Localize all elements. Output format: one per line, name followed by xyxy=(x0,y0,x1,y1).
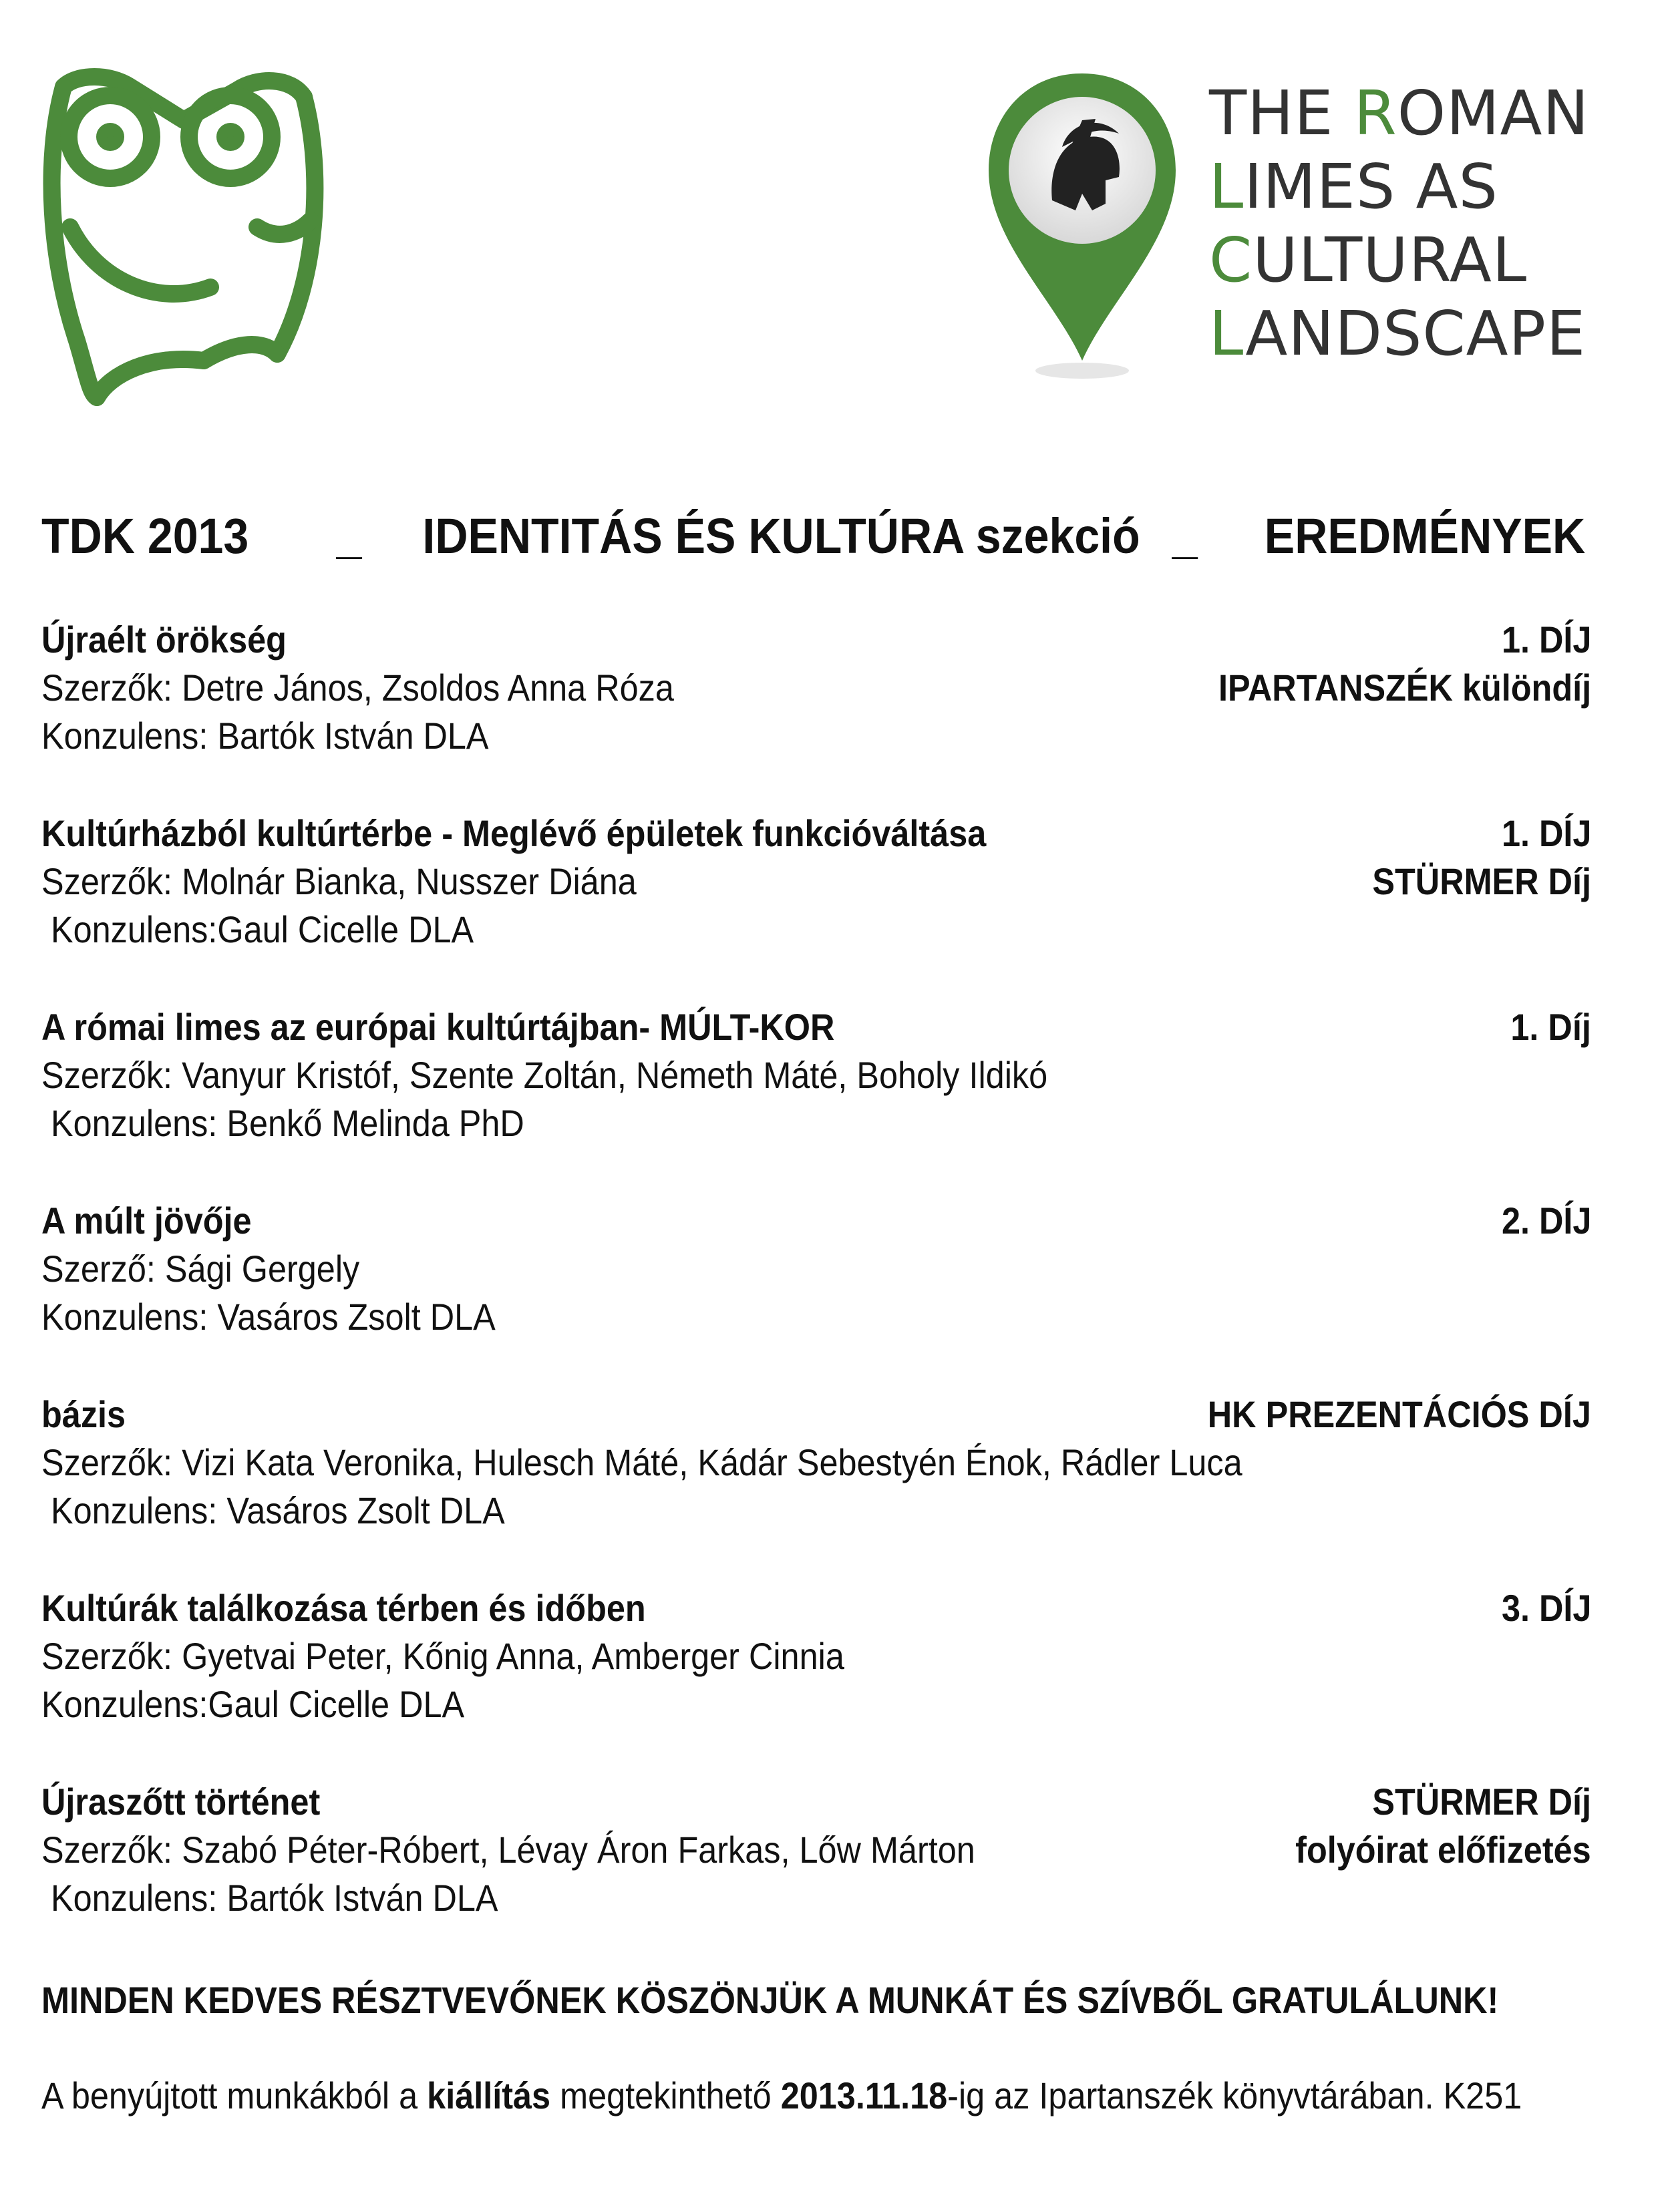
entry-consultant: Konzulens: Bartók István DLA xyxy=(41,715,489,757)
result-entry xyxy=(41,1586,1591,1740)
entry-award: 3. DÍJ xyxy=(1501,1587,1591,1629)
entry-title: Kultúrházból kultúrtérbe - Meglévő épületek funkcióváltása xyxy=(41,812,987,854)
result-entry xyxy=(41,811,1591,965)
entry-award: 1. DÍJ xyxy=(1501,812,1591,854)
entry-award: 1. DÍJ xyxy=(1501,618,1591,661)
entry-title: Újraélt örökség xyxy=(41,618,287,661)
result-entry xyxy=(41,1005,1591,1159)
entry-title: A római limes az európai kultúrtájban- MÚLT-KOR xyxy=(41,1006,835,1048)
entry-consultant: Konzulens: Bartók István DLA xyxy=(51,1877,498,1919)
closing-message: MINDEN KEDVES RÉSZTVEVŐNEK KÖSZÖNJÜK A MUNKÁT ÉS SZÍVBŐL GRATULÁLUNK! xyxy=(41,1979,1499,2021)
entry-consultant: Konzulens:Gaul Cicelle DLA xyxy=(41,1683,465,1725)
entry-consultant: Konzulens: Vasáros Zsolt DLA xyxy=(51,1489,505,1531)
footer-note: A benyújtott munkákból a kiállítás megtekinthető 2013.11.18-ig az Ipartanszék könyvtárában. K251 xyxy=(41,2074,1522,2116)
header-separator: _ xyxy=(336,508,362,564)
exhibition-date: 2013.11.18 xyxy=(780,2074,948,2116)
entry-title: bázis xyxy=(41,1393,126,1435)
entry-consultant: Konzulens: Benkő Melinda PhD xyxy=(51,1102,524,1144)
entry-award: HK PREZENTÁCIÓS DÍJ xyxy=(1207,1393,1591,1435)
entry-title: Kultúrák találkozása térben és időben xyxy=(41,1587,646,1629)
entry-consultant: Konzulens: Vasáros Zsolt DLA xyxy=(41,1296,496,1338)
entry-authors: Szerzők: Detre János, Zsoldos Anna Róza xyxy=(41,667,674,709)
entry-award: 1. Díj xyxy=(1510,1006,1591,1048)
header-right: EREDMÉNYEK xyxy=(1264,508,1586,564)
roman-limes-logo-text: THE ROMAN LIMES AS CULTURAL LANDSCAPE xyxy=(1209,77,1590,369)
entry-award-extra: IPARTANSZÉK különdíj xyxy=(1218,667,1591,709)
entry-authors: Szerzők: Szabó Péter-Róbert, Lévay Áron Farkas, Lőw Márton xyxy=(41,1829,975,1871)
entry-award-extra: folyóirat előfizetés xyxy=(1295,1829,1591,1871)
helmet-pin-icon xyxy=(982,67,1182,387)
entry-authors: Szerzők: Gyetvai Peter, Kőnig Anna, Amberger Cinnia xyxy=(41,1635,844,1677)
header-separator: _ xyxy=(1172,508,1198,564)
entry-authors: Szerzők: Vizi Kata Veronika, Hulesch Máté, Kádár Sebestyén Énok, Rádler Luca xyxy=(41,1441,1242,1483)
entry-authors: Szerzők: Vanyur Kristóf, Szente Zoltán, Németh Máté, Boholy Ildikó xyxy=(41,1054,1048,1096)
exhibition-keyword: kiállítás xyxy=(427,2074,551,2116)
entry-title: A múlt jövője xyxy=(41,1200,252,1242)
header-left: TDK 2013 xyxy=(41,508,249,564)
header-title: IDENTITÁS ÉS KULTÚRA szekció xyxy=(422,508,1140,564)
entry-authors: Szerzők: Molnár Bianka, Nusszer Diána xyxy=(41,860,637,902)
entry-award: STÜRMER Díj xyxy=(1372,1781,1591,1823)
owl-logo xyxy=(37,60,331,407)
entry-authors: Szerző: Sági Gergely xyxy=(41,1248,360,1290)
entry-title: Újraszőtt történet xyxy=(41,1781,321,1823)
document-header xyxy=(41,508,1586,581)
result-entry xyxy=(41,618,1591,771)
entry-award: 2. DÍJ xyxy=(1501,1200,1591,1242)
result-entry xyxy=(41,1199,1591,1352)
entry-award-extra: STÜRMER Díj xyxy=(1372,860,1591,902)
entry-consultant: Konzulens:Gaul Cicelle DLA xyxy=(51,908,474,950)
result-entry xyxy=(41,1393,1591,1546)
result-entry xyxy=(41,1780,1591,1933)
